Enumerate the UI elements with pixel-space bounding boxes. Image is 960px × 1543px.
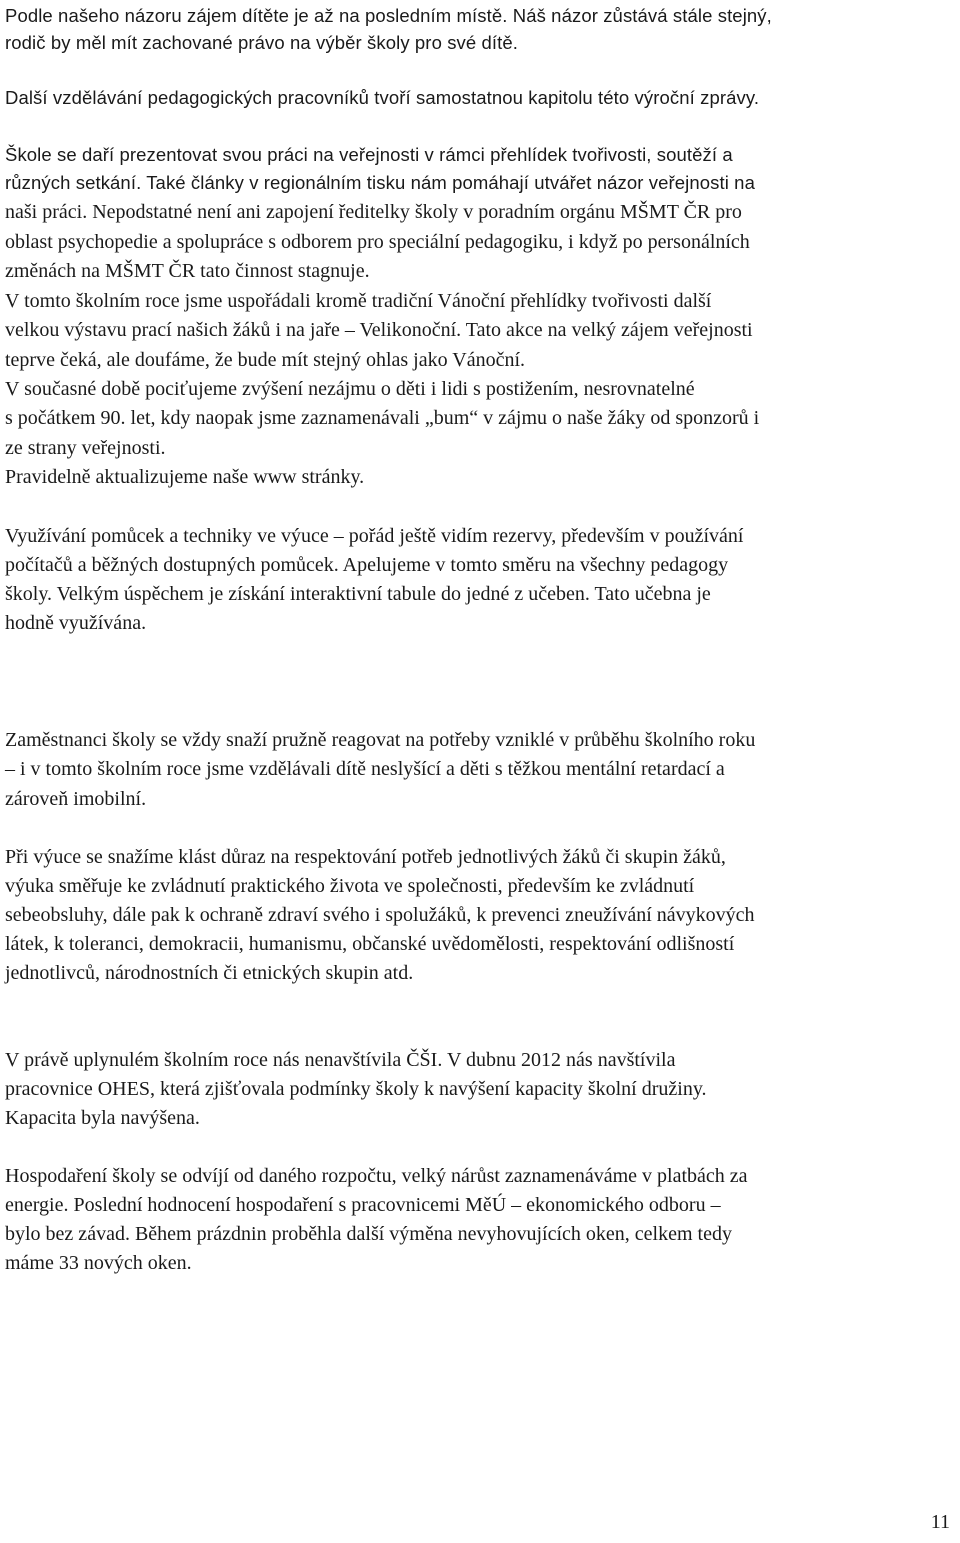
text-line: Při výuce se snažíme klást důraz na respektování potřeb jednotlivých žáků či skupin žáků, <box>5 846 726 868</box>
text-line: V tomto školním roce jsme uspořádali kromě tradiční Vánoční přehlídky tvořivosti další <box>5 290 712 312</box>
text-line: změnách na MŠMT ČR tato činnost stagnuje. <box>5 260 370 282</box>
text-line: Kapacita byla navýšena. <box>5 1107 200 1129</box>
text-line: bylo bez závad. Během prázdnin proběhla další výměna nevyhovujících oken, celkem tedy <box>5 1223 732 1245</box>
text-line: V současné době pociťujeme zvýšení nezájmu o děti i lidi s postižením, nesrovnatelné <box>5 378 695 400</box>
text-line: velkou výstavu prací našich žáků i na jaře – Velikonoční. Tato akce na velký zájem veřejnosti <box>5 319 753 341</box>
text-line: s počátkem 90. let, kdy naopak jsme zaznamenávali „bum“ v zájmu o naše žáky od sponzorů i <box>5 407 760 429</box>
text-line: Další vzdělávání pedagogických pracovníků tvoří samostatnou kapitolu této výroční zprávy. <box>5 87 760 108</box>
text-line: školy. Velkým úspěchem je získání interaktivní tabule do jedné z učeben. Tato učebna je <box>5 583 711 605</box>
text-line: hodně využívána. <box>5 612 147 634</box>
text-line: teprve čeká, ale doufáme, že bude mít stejný ohlas jako Vánoční. <box>5 349 525 371</box>
text-line: Pravidelně aktualizujeme naše www stránky. <box>5 466 365 488</box>
text-line: různých setkání. Také články v regionálním tisku nám pomáhají utvářet názor veřejnosti na <box>5 172 755 193</box>
text-line: rodič by měl mít zachované právo na výběr školy pro své dítě. <box>5 32 519 53</box>
text-line: ze strany veřejnosti. <box>5 437 166 459</box>
text-line: zároveň imobilní. <box>5 788 147 810</box>
text-line: Využívání pomůcek a techniky ve výuce – pořád ještě vidím rezervy, především v používání <box>5 525 744 547</box>
text-line: naši práci. Nepodstatné není ani zapojení ředitelky školy v poradním orgánu MŠMT ČR pro <box>5 201 742 223</box>
text-line: – i v tomto školním roce jsme vzdělávali dítě neslyšící a děti s těžkou mentální retardací a <box>5 758 725 780</box>
text-line: sebeobsluhy, dále pak k ochraně zdraví svého i spolužáků, k prevenci zneužívání návykových <box>5 904 755 926</box>
text-line: Škole se daří prezentovat svou práci na veřejnosti v rámci přehlídek tvořivosti, soutěží a <box>5 144 733 165</box>
text-line: výuka směřuje ke zvládnutí praktického života ve společnosti, především ke zvládnutí <box>5 875 695 897</box>
page-number: 11 <box>930 1511 950 1533</box>
text-line: látek, k toleranci, demokracii, humanismu, občanské uvědomělosti, respektování odlišností <box>5 933 735 955</box>
text-line: Podle našeho názoru zájem dítěte je až na posledním místě. Náš názor zůstává stále stejný, <box>5 5 772 26</box>
text-line: Hospodaření školy se odvíjí od daného rozpočtu, velký nárůst zaznamenáváme v platbách za <box>5 1165 748 1187</box>
text-line: pracovnice OHES, která zjišťovala podmínky školy k navýšení kapacity školní družiny. <box>5 1078 707 1100</box>
text-line: oblast psychopedie a spolupráce s odborem pro speciální pedagogiku, i když po personálních <box>5 231 750 253</box>
text-line: Zaměstnanci školy se vždy snaží pružně reagovat na potřeby vzniklé v průběhu školního roku <box>5 729 756 751</box>
text-line: máme 33 nových oken. <box>5 1252 192 1274</box>
text-line: počítačů a běžných dostupných pomůcek. Apelujeme v tomto směru na všechny pedagogy <box>5 554 729 576</box>
text-line: V právě uplynulém školním roce nás nenavštívila ČŠI. V dubnu 2012 nás navštívila <box>5 1049 676 1071</box>
text-line: jednotlivců, národnostních či etnických skupin atd. <box>5 962 414 984</box>
text-line: energie. Poslední hodnocení hospodaření s pracovnicemi MěÚ – ekonomického odboru – <box>5 1194 721 1216</box>
